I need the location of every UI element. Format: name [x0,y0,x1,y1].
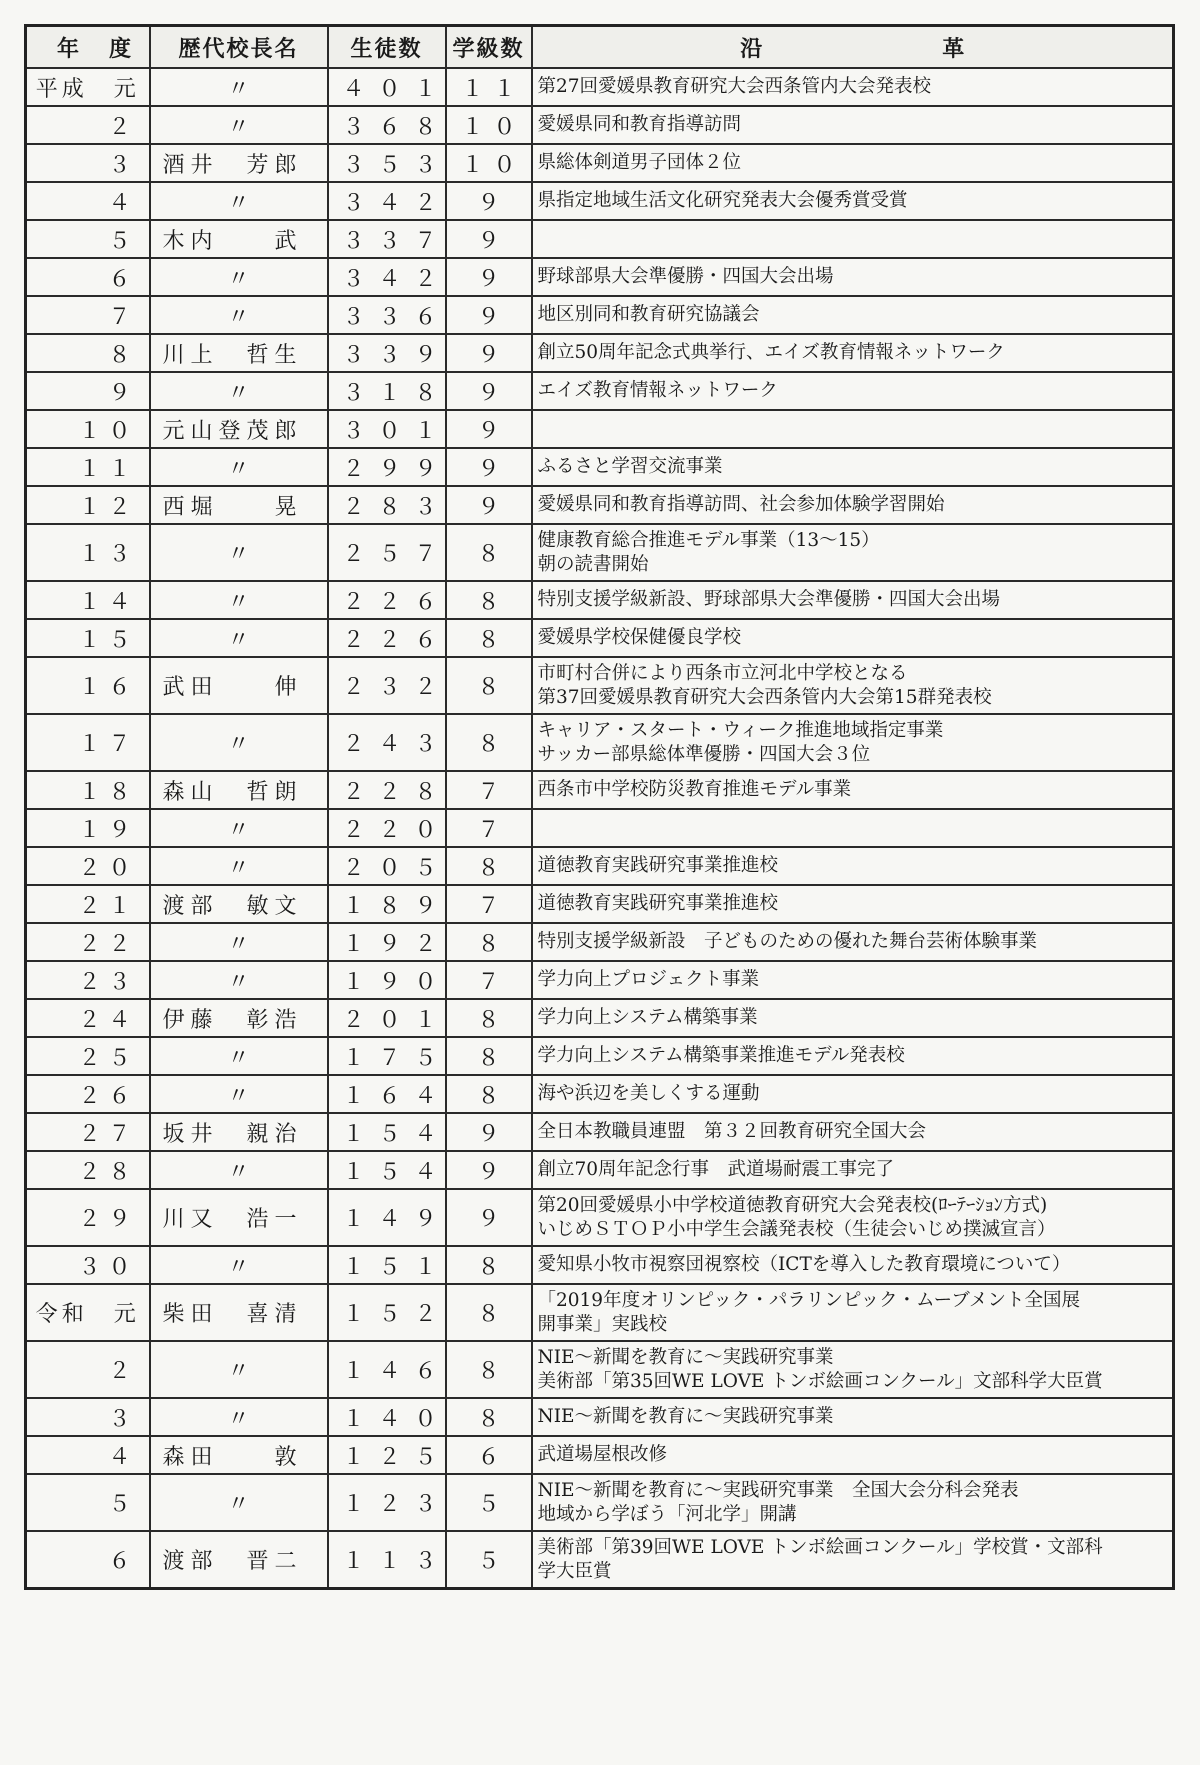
table-row [26,296,1174,334]
students-cell: ３４２ [328,258,446,296]
table-row [26,885,1174,923]
students-cell: ２２０ [328,809,446,847]
history-line: 開事業」実践校 [537,1313,668,1335]
year-cell: ３ [26,1398,150,1436]
history-line: 県総体剣道男子団体２位 [537,152,742,173]
history-cell [532,1189,1174,1246]
year-cell: ２２ [26,923,150,961]
principal-cell: 〃 [150,524,328,581]
table-row [26,1189,1174,1246]
history-line: 地区別同和教育研究協議会 [537,304,760,325]
history-line: 第27回愛媛県教育研究大会西条管内大会発表校 [537,76,932,97]
year-cell: １４ [26,581,150,619]
history-cell [532,1151,1174,1189]
principal-cell: 川又 浩一 [150,1189,328,1246]
classes-cell: １０ [446,106,532,144]
students-cell: １１３ [328,1531,446,1589]
history-line: 西条市中学校防災教育推進モデル事業 [537,779,852,800]
history-cell [532,1474,1174,1531]
students-cell: ３５３ [328,144,446,182]
history-cell [532,847,1174,885]
history-line: 学力向上システム構築事業 [537,1007,758,1028]
year-cell: １５ [26,619,150,657]
principal-cell: 〃 [150,1151,328,1189]
history-line: 第20回愛媛県小中学校道徳教育研究大会発表校(ﾛｰﾃｰｼｮﾝ方式) [537,1194,1048,1216]
table-row [26,1151,1174,1189]
history-cell [532,182,1174,220]
year-cell: ４ [26,182,150,220]
year-cell: １１ [26,448,150,486]
principal-cell: 〃 [150,106,328,144]
students-cell: １５４ [328,1151,446,1189]
classes-cell: ７ [446,771,532,809]
year-cell: １６ [26,657,150,714]
year-cell: ９ [26,372,150,410]
classes-cell: ９ [446,1113,532,1151]
students-cell: ２３２ [328,657,446,714]
history-line: 美術部「第39回WE LOVE トンボ絵画コンクール」学校賞・文部科 [537,1536,1103,1558]
classes-cell: ５ [446,1531,532,1589]
history-table-sheet [24,24,1172,1590]
principal-cell: 〃 [150,714,328,771]
classes-cell: ８ [446,1246,532,1284]
classes-cell: ９ [446,296,532,334]
history-line: NIE～新聞を教育に～実践研究事業 [537,1346,834,1368]
history-line: 海や浜辺を美しくする運動 [537,1083,760,1104]
principal-cell: 〃 [150,809,328,847]
history-line: NIE～新聞を教育に～実践研究事業 [537,1406,834,1427]
history-cell [532,68,1174,106]
principal-cell: 武田 伸 [150,657,328,714]
history-cell [532,106,1174,144]
history-line: 道徳教育実践研究事業推進校 [537,893,779,914]
classes-cell: ８ [446,1284,532,1341]
year-cell: ２０ [26,847,150,885]
students-cell: ３０１ [328,410,446,448]
history-cell [532,999,1174,1037]
classes-cell: ９ [446,182,532,220]
header-row [26,26,1174,69]
table-row [26,923,1174,961]
students-cell: １７５ [328,1037,446,1075]
history-cell [532,885,1174,923]
history-cell [532,258,1174,296]
students-cell: １５１ [328,1246,446,1284]
principal-cell: 〃 [150,923,328,961]
year-cell: １８ [26,771,150,809]
table-row [26,771,1174,809]
header-year: 年度 [26,26,150,69]
year-cell: ５ [26,1474,150,1531]
principal-cell: 森田 敦 [150,1436,328,1474]
principal-cell: 〃 [150,847,328,885]
header-classes: 学級数 [446,26,532,69]
year-cell: ２１ [26,885,150,923]
history-cell [532,1075,1174,1113]
classes-cell: ７ [446,885,532,923]
principal-cell: 酒井 芳郎 [150,144,328,182]
year-cell: ２５ [26,1037,150,1075]
history-line: 「2019年度オリンピック・パラリンピック・ムーブメント全国展 [537,1289,1081,1311]
students-cell: ２９９ [328,448,446,486]
classes-cell: ９ [446,258,532,296]
table-row [26,68,1174,106]
history-cell [532,1246,1174,1284]
year-cell: ２６ [26,1075,150,1113]
history-line: 第37回愛媛県教育研究大会西条管内大会第15群発表校 [537,686,992,708]
table-row [26,1113,1174,1151]
history-line: 学力向上システム構築事業推進モデル発表校 [537,1045,905,1066]
history-line: 創立70周年記念行事 武道場耐震工事完了 [537,1159,895,1180]
table-row [26,106,1174,144]
history-cell [532,1398,1174,1436]
classes-cell: ８ [446,1341,532,1398]
students-cell: ３４２ [328,182,446,220]
students-cell: １２５ [328,1436,446,1474]
history-cell [532,581,1174,619]
year-cell: ２ [26,106,150,144]
year-cell: ６ [26,1531,150,1589]
history-cell [532,619,1174,657]
students-cell: １４０ [328,1398,446,1436]
classes-cell: ７ [446,809,532,847]
year-cell: 令和 元 [26,1284,150,1341]
year-cell: １９ [26,809,150,847]
students-cell: ２５７ [328,524,446,581]
principal-cell: 伊藤 彰浩 [150,999,328,1037]
history-cell [532,486,1174,524]
year-cell: ５ [26,220,150,258]
year-cell: １７ [26,714,150,771]
classes-cell: ８ [446,1075,532,1113]
students-cell: ３３９ [328,334,446,372]
principal-cell: 〃 [150,182,328,220]
history-line: キャリア・スタート・ウィーク推進地域指定事業 [537,719,944,741]
history-line: 特別支援学級新設 子どものための優れた舞台芸術体験事業 [537,931,1038,952]
table-row [26,1075,1174,1113]
table-row [26,619,1174,657]
history-line: 県指定地域生活文化研究発表大会優秀賞受賞 [537,190,908,211]
students-cell: ３６８ [328,106,446,144]
history-line: 野球部県大会準優勝・四国大会出場 [537,266,834,287]
history-line: 地域から学ぼう「河北学」開講 [537,1503,797,1525]
table-row [26,410,1174,448]
principal-cell: 木内 武 [150,220,328,258]
school-history-table [24,24,1175,1590]
students-cell: １２３ [328,1474,446,1531]
year-cell: ３０ [26,1246,150,1284]
year-cell: １０ [26,410,150,448]
history-cell [532,410,1174,448]
history-line: 市町村合併により西条市立河北中学校となる [537,662,908,684]
table-row [26,1246,1174,1284]
classes-cell: ７ [446,961,532,999]
principal-cell: 〃 [150,1075,328,1113]
principal-cell: 〃 [150,581,328,619]
students-cell: ４０１ [328,68,446,106]
history-cell [532,1531,1174,1589]
history-line: 学大臣賞 [537,1560,612,1582]
history-line: 特別支援学級新設、野球部県大会準優勝・四国大会出場 [537,589,1001,610]
history-cell [532,1436,1174,1474]
principal-cell: 〃 [150,1474,328,1531]
principal-cell: 元山登茂郎 [150,410,328,448]
classes-cell: ６ [446,1436,532,1474]
table-row [26,372,1174,410]
classes-cell: ８ [446,657,532,714]
table-row [26,486,1174,524]
year-cell: 平成 元 [26,68,150,106]
principal-cell: 〃 [150,961,328,999]
history-line: 道徳教育実践研究事業推進校 [537,855,779,876]
classes-cell: ９ [446,410,532,448]
classes-cell: ９ [446,448,532,486]
classes-cell: ９ [446,1151,532,1189]
students-cell: １９２ [328,923,446,961]
history-cell [532,771,1174,809]
history-line: 愛知県小牧市視察団視察校（ICTを導入した教育環境について） [537,1254,1071,1275]
year-cell: １２ [26,486,150,524]
classes-cell: ５ [446,1474,532,1531]
table-row [26,1436,1174,1474]
classes-cell: ８ [446,847,532,885]
table-row [26,144,1174,182]
classes-cell: ８ [446,1398,532,1436]
principal-cell: 〃 [150,1037,328,1075]
principal-cell: 〃 [150,296,328,334]
header-students: 生徒数 [328,26,446,69]
students-cell: ２８３ [328,486,446,524]
table-row [26,1398,1174,1436]
history-line: 愛媛県同和教育指導訪問、社会参加体験学習開始 [537,494,945,515]
principal-cell: 〃 [150,372,328,410]
students-cell: ２２６ [328,581,446,619]
table-row [26,999,1174,1037]
year-cell: ４ [26,1436,150,1474]
principal-cell: 〃 [150,68,328,106]
table-row [26,581,1174,619]
history-line: 愛媛県学校保健優良学校 [537,627,742,648]
history-cell [532,1341,1174,1398]
students-cell: １４９ [328,1189,446,1246]
principal-cell: 森山 哲朗 [150,771,328,809]
year-cell: ２９ [26,1189,150,1246]
principal-cell: 西堀 晃 [150,486,328,524]
table-row [26,1341,1174,1398]
table-row [26,182,1174,220]
history-cell [532,296,1174,334]
students-cell: ２２６ [328,619,446,657]
table-row [26,258,1174,296]
students-cell: ２４３ [328,714,446,771]
principal-cell: 〃 [150,619,328,657]
classes-cell: ８ [446,524,532,581]
students-cell: ３３６ [328,296,446,334]
history-cell [532,220,1174,258]
table-row [26,220,1174,258]
history-line: ふるさと学習交流事業 [537,456,723,477]
table-row [26,809,1174,847]
students-cell: １５２ [328,1284,446,1341]
history-cell [532,448,1174,486]
year-cell: ６ [26,258,150,296]
students-cell: １５４ [328,1113,446,1151]
students-cell: ２２８ [328,771,446,809]
history-cell [532,923,1174,961]
classes-cell: １１ [446,68,532,106]
table-row [26,1531,1174,1589]
history-cell [532,334,1174,372]
principal-cell: 〃 [150,1246,328,1284]
history-cell [532,657,1174,714]
classes-cell: ８ [446,1037,532,1075]
table-row [26,1037,1174,1075]
history-line: 武道場屋根改修 [537,1444,668,1465]
classes-cell: ９ [446,1189,532,1246]
history-cell [532,372,1174,410]
classes-cell: ８ [446,581,532,619]
principal-cell: 川上 哲生 [150,334,328,372]
history-line: 愛媛県同和教育指導訪問 [537,114,742,135]
history-cell [532,1284,1174,1341]
year-cell: ２４ [26,999,150,1037]
classes-cell: ８ [446,999,532,1037]
classes-cell: ９ [446,220,532,258]
year-cell: ７ [26,296,150,334]
table-row [26,1284,1174,1341]
table-row [26,657,1174,714]
classes-cell: ８ [446,714,532,771]
history-cell [532,144,1174,182]
history-line: 創立50周年記念式典挙行、エイズ教育情報ネットワーク [537,342,1005,363]
table-row [26,847,1174,885]
history-line: いじめＳＴＯＰ小中学生会議発表校（生徒会いじめ撲滅宣言） [537,1218,1056,1240]
principal-cell: 柴田 喜清 [150,1284,328,1341]
students-cell: １９０ [328,961,446,999]
classes-cell: ９ [446,372,532,410]
history-cell [532,524,1174,581]
principal-cell: 渡部 敏文 [150,885,328,923]
classes-cell: ８ [446,923,532,961]
header-history: 沿革 [532,26,1174,69]
table-row [26,334,1174,372]
students-cell: ２０５ [328,847,446,885]
classes-cell: ９ [446,486,532,524]
students-cell: ３３７ [328,220,446,258]
year-cell: ３ [26,144,150,182]
history-cell [532,809,1174,847]
history-line: 健康教育総合推進モデル事業（13～15） [537,529,880,551]
principal-cell: 〃 [150,258,328,296]
table-row [26,961,1174,999]
students-cell: １８９ [328,885,446,923]
table-body [26,68,1174,1589]
history-line: 学力向上プロジェクト事業 [537,969,760,990]
history-line: 美術部「第35回WE LOVE トンボ絵画コンクール」文部科学大臣賞 [537,1370,1103,1392]
table-row [26,524,1174,581]
students-cell: ３１８ [328,372,446,410]
year-cell: ２ [26,1341,150,1398]
year-cell: ８ [26,334,150,372]
history-line: 朝の読書開始 [537,553,649,575]
principal-cell: 〃 [150,448,328,486]
header-principal: 歴代校長名 [150,26,328,69]
classes-cell: １０ [446,144,532,182]
history-cell [532,961,1174,999]
history-cell [532,1037,1174,1075]
history-line: 全日本教職員連盟 第３２回教育研究全国大会 [537,1121,927,1142]
table-row [26,1474,1174,1531]
history-line: サッカー部県総体準優勝・四国大会３位 [537,743,871,765]
table-row [26,714,1174,771]
students-cell: １６４ [328,1075,446,1113]
year-cell: ２８ [26,1151,150,1189]
year-cell: ２７ [26,1113,150,1151]
year-cell: １３ [26,524,150,581]
students-cell: １４６ [328,1341,446,1398]
classes-cell: ８ [446,619,532,657]
principal-cell: 〃 [150,1341,328,1398]
principal-cell: 〃 [150,1398,328,1436]
principal-cell: 渡部 晋二 [150,1531,328,1589]
classes-cell: ９ [446,334,532,372]
students-cell: ２０１ [328,999,446,1037]
history-line: エイズ教育情報ネットワーク [537,380,778,401]
history-line: NIE～新聞を教育に～実践研究事業 全国大会分科会発表 [537,1479,1019,1501]
history-cell [532,714,1174,771]
history-cell [532,1113,1174,1151]
principal-cell: 坂井 親治 [150,1113,328,1151]
year-cell: ２３ [26,961,150,999]
table-row [26,448,1174,486]
